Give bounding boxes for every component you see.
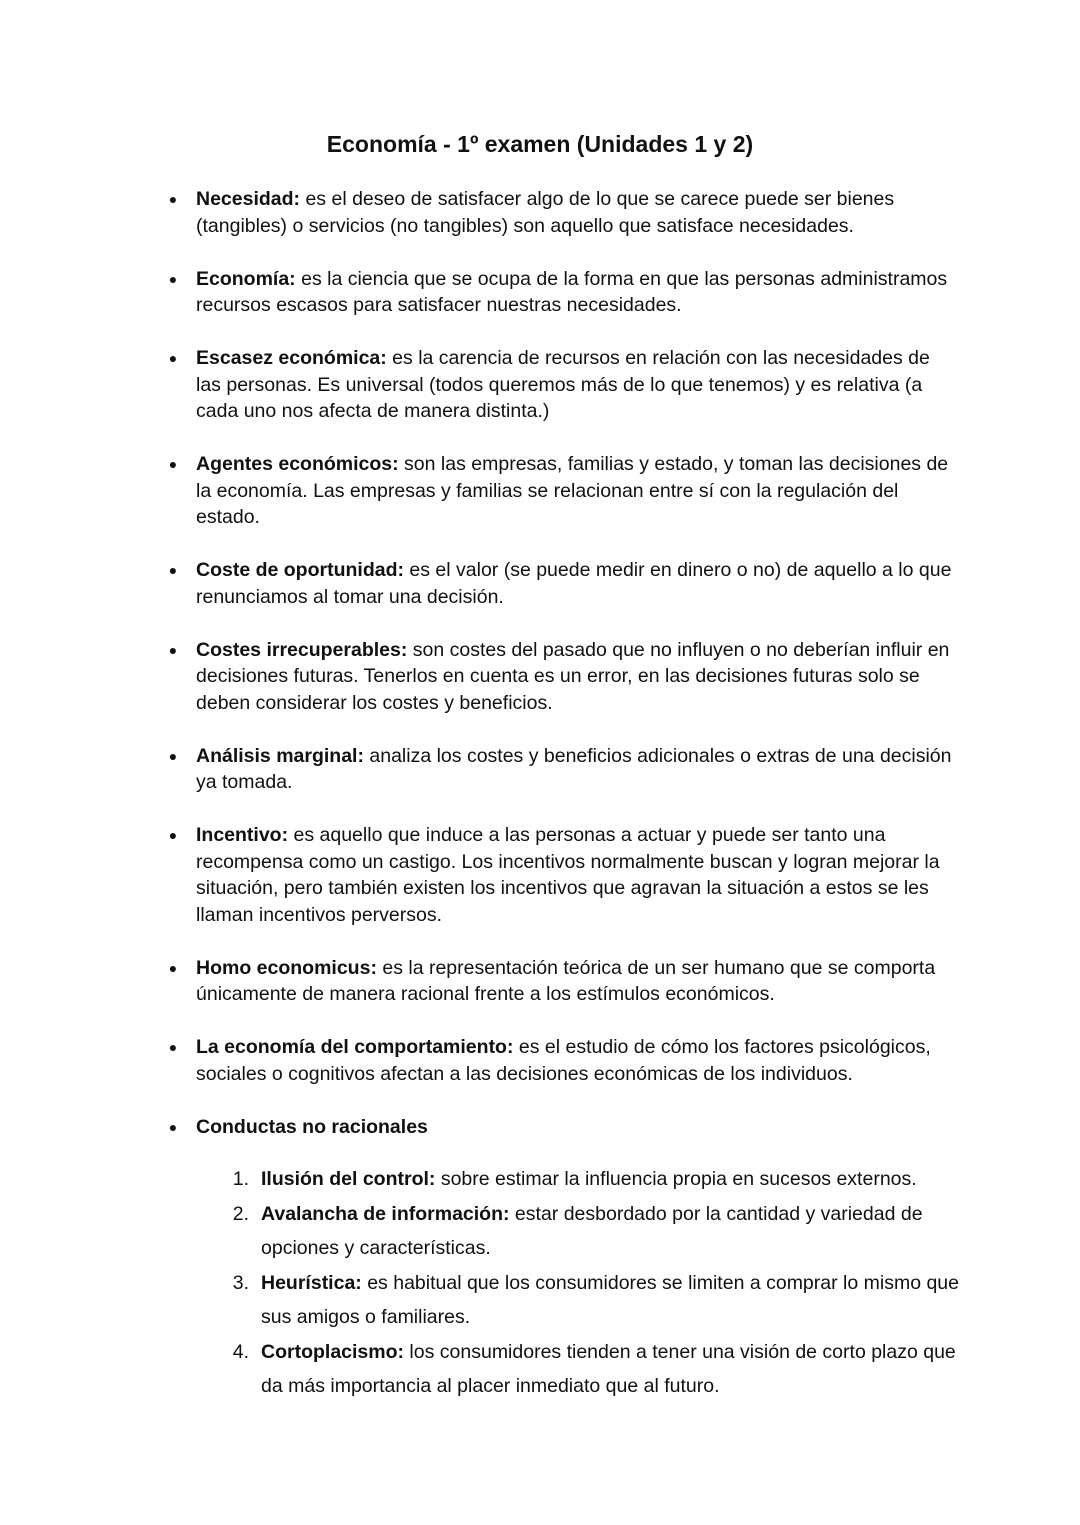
bullet-icon: ● — [168, 641, 178, 658]
item-text: los consumidores tienden a tener una visión de corto plazo que da más importancia al placer inmediato que al futuro. — [261, 1340, 956, 1397]
definition-text: es la representación teórica de un ser humano que se comporta únicamente de manera racional frente a los estímulos económicos. — [196, 956, 936, 1005]
list-item — [168, 743, 956, 796]
definition-list — [168, 186, 959, 1430]
definition-text: es aquello que induce a las personas a actuar y puede ser tanto una recompensa como un castigo. Los incentivos normalmente buscan y logran mejorar la situación, pero también existen los incentivos que agravan la situación a estos se les llaman incentivos perversos. — [196, 824, 940, 926]
numbered-item — [232, 1162, 961, 1197]
conductas-list — [232, 1162, 961, 1404]
definition-term: Economía: — [196, 267, 296, 290]
item-term: Avalancha de información: — [261, 1202, 510, 1225]
definition-term: Homo economicus: — [196, 956, 377, 979]
list-item — [168, 1034, 956, 1087]
definition-term: Coste de oportunidad: — [196, 559, 404, 581]
bullet-icon: ● — [168, 827, 178, 843]
definition-text: analiza los costes y beneficios adicionales o extras de una decisión ya tomada. — [196, 744, 952, 793]
bullet-icon: ● — [168, 1118, 178, 1135]
list-item — [168, 451, 956, 531]
list-item — [168, 345, 956, 425]
item-number: 4. — [232, 1340, 249, 1363]
bullet-icon: ● — [168, 456, 178, 472]
bullet-icon: ● — [168, 562, 178, 578]
item-number: 3. — [232, 1271, 249, 1294]
bullet-icon: ● — [168, 270, 178, 287]
list-item — [168, 637, 956, 717]
bullet-icon: ● — [168, 1039, 178, 1055]
list-item — [168, 557, 956, 610]
list-item-conductas — [168, 1114, 959, 1404]
item-term: Cortoplacismo: — [261, 1340, 405, 1363]
definition-term: Escasez económica: — [196, 347, 387, 369]
definition-text: son las empresas, familias y estado, y toman las decisiones de la economía. Las empresas y familias se relacionan entre sí con la regulación del estado. — [196, 453, 949, 528]
item-text: es habitual que los consumidores se limiten a comprar lo mismo que sus amigos o familiares. — [261, 1271, 959, 1328]
page-title: Economía - 1º examen (Unidades 1 y 2) — [326, 131, 754, 157]
bullet-icon: ● — [168, 191, 178, 207]
item-term: Ilusión del control: — [261, 1168, 436, 1190]
numbered-item — [232, 1335, 961, 1404]
definition-text: es el valor (se puede medir en dinero o no) de aquello a lo que renunciamos al tomar una decisión. — [196, 559, 952, 608]
numbered-item — [232, 1266, 961, 1335]
definition-text: es la ciencia que se ocupa de la forma en que las personas administramos recursos escasos para satisfacer nuestras necesidades. — [196, 267, 948, 316]
definition-term: Incentivo: — [196, 824, 289, 846]
bullet-icon: ● — [168, 747, 178, 764]
definition-text: es el estudio de cómo los factores psicológicos, sociales o cognitivos afectan a las decisiones económicas de los individuos. — [196, 1036, 931, 1085]
definition-term: Análisis marginal: — [196, 744, 364, 767]
bullet-icon: ● — [168, 959, 178, 976]
item-text: estar desbordado por la cantidad y variedad de opciones y características. — [261, 1202, 923, 1259]
item-text: sobre estimar la influencia propia en sucesos externos. — [435, 1168, 917, 1190]
bullet-icon: ● — [168, 350, 178, 366]
definition-text: es la carencia de recursos en relación con las necesidades de las personas. Es universal (todos queremos más de lo que tenemos) y es relativa (a cada uno nos afecta de manera distinta.) — [196, 347, 930, 422]
item-number: 2. — [232, 1202, 249, 1225]
list-item — [168, 186, 956, 239]
list-item — [168, 822, 956, 928]
item-term: Heurística: — [261, 1271, 362, 1294]
definition-term: Necesidad: — [196, 188, 301, 210]
definition-text: es el deseo de satisfacer algo de lo que se carece puede ser bienes (tangibles) o servicios (no tangibles) son aquello que satisface necesidades. — [196, 188, 895, 237]
definition-term: Costes irrecuperables: — [196, 638, 408, 661]
definition-text: son costes del pasado que no influyen o no deberían influir en decisiones futuras. Tenerlos en cuenta es un error, en las decisiones futuras solo se deben considerar los costes y beneficios. — [196, 638, 950, 714]
item-number: 1. — [232, 1168, 249, 1190]
list-item — [168, 266, 956, 319]
list-item — [168, 955, 956, 1008]
numbered-item — [232, 1197, 961, 1266]
definition-term: La economía del comportamiento: — [196, 1036, 514, 1058]
section-heading: Conductas no racionales — [196, 1115, 428, 1138]
definition-term: Agentes económicos: — [196, 453, 399, 475]
